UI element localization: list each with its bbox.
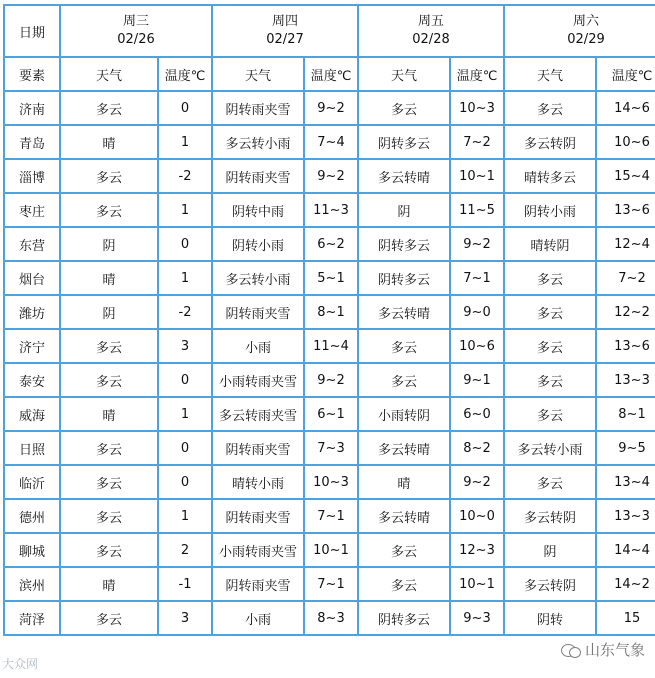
city-cell: 东营: [4, 227, 60, 261]
weather-cell: 多云转晴: [358, 295, 450, 329]
temperature-cell: 8~2: [450, 431, 504, 465]
temperature-cell: 9~1: [450, 363, 504, 397]
weather-forecast-table: [3, 4, 655, 636]
weather-cell: 多云: [60, 329, 158, 363]
weather-cell: 阴转雨夹雪: [212, 499, 304, 533]
weather-cell: 多云: [60, 431, 158, 465]
temperature-cell: 7~1: [304, 567, 358, 601]
weekday-label: 周三: [122, 14, 149, 29]
temperature-cell: 10~6: [596, 125, 655, 159]
weather-cell: 阴转多云: [358, 261, 450, 295]
city-cell: 潍坊: [4, 295, 60, 329]
temperature-cell: 10~1: [450, 567, 504, 601]
date-label: 02/29: [567, 32, 605, 47]
weather-cell: 多云: [358, 363, 450, 397]
weather-cell: 阴转雨夹雪: [212, 91, 304, 125]
temperature-cell: 13~3: [596, 499, 655, 533]
temperature-cell: 1: [158, 397, 212, 431]
weather-cell: 晴: [60, 261, 158, 295]
weather-cell: 阴转雨夹雪: [212, 295, 304, 329]
temperature-cell: 7~3: [304, 431, 358, 465]
temperature-cell: 3: [158, 329, 212, 363]
weather-cell: 多云转晴: [358, 499, 450, 533]
temperature-cell: 9~2: [304, 91, 358, 125]
table-row: [4, 397, 655, 431]
table-row: [4, 431, 655, 465]
city-cell: 济南: [4, 91, 60, 125]
table-row: [4, 193, 655, 227]
city-cell: 菏泽: [4, 601, 60, 635]
temperature-cell: 13~6: [596, 193, 655, 227]
city-cell: 威海: [4, 397, 60, 431]
temperature-cell: 8~3: [304, 601, 358, 635]
table-row: [4, 363, 655, 397]
temperature-cell: 11~4: [304, 329, 358, 363]
weather-cell: 阴转雨夹雪: [212, 567, 304, 601]
temperature-column-header: 温度℃: [596, 57, 655, 91]
weather-cell: 小雨转阴: [358, 397, 450, 431]
weather-cell: 多云: [504, 295, 596, 329]
table-row: [4, 601, 655, 635]
weather-cell: 多云: [60, 193, 158, 227]
weather-cell: 阴转多云: [358, 227, 450, 261]
weather-cell: 多云转阴: [504, 499, 596, 533]
element-corner-label: 要素: [4, 57, 60, 91]
temperature-cell: -2: [158, 295, 212, 329]
weather-cell: 阴转雨夹雪: [212, 159, 304, 193]
weather-cell: 晴: [60, 125, 158, 159]
weather-cell: 小雨: [212, 601, 304, 635]
table-row: [4, 533, 655, 567]
weather-cell: 小雨: [212, 329, 304, 363]
weather-cell: 阴: [504, 533, 596, 567]
day-header-1: [60, 5, 212, 57]
temperature-cell: 14~2: [596, 567, 655, 601]
weekday-label: 周四: [271, 14, 298, 29]
weather-column-header: 天气: [358, 57, 450, 91]
temperature-cell: 13~4: [596, 465, 655, 499]
weather-cell: 多云转雨夹雪: [212, 397, 304, 431]
temperature-column-header: 温度℃: [158, 57, 212, 91]
temperature-cell: 6~0: [450, 397, 504, 431]
temperature-cell: 0: [158, 431, 212, 465]
temperature-cell: 7~4: [304, 125, 358, 159]
weather-cell: 多云: [60, 91, 158, 125]
temperature-cell: 9~0: [450, 295, 504, 329]
weather-cell: 多云转小雨: [212, 261, 304, 295]
temperature-cell: 0: [158, 91, 212, 125]
date-header-row: [4, 5, 655, 57]
weather-cell: 多云: [504, 465, 596, 499]
temperature-cell: 13~6: [596, 329, 655, 363]
weather-cell: 多云转小雨: [504, 431, 596, 465]
weather-cell: 晴转小雨: [212, 465, 304, 499]
city-cell: 济宁: [4, 329, 60, 363]
table-row: [4, 159, 655, 193]
weather-column-header: 天气: [60, 57, 158, 91]
weather-cell: 多云转小雨: [212, 125, 304, 159]
temperature-cell: 11~5: [450, 193, 504, 227]
temperature-cell: 9~2: [304, 363, 358, 397]
city-cell: 日照: [4, 431, 60, 465]
temperature-cell: 3: [158, 601, 212, 635]
temperature-cell: 2: [158, 533, 212, 567]
temperature-cell: 7~1: [304, 499, 358, 533]
temperature-cell: -2: [158, 159, 212, 193]
day-header-2: [212, 5, 358, 57]
day-header-4: [504, 5, 655, 57]
weather-cell: 多云转晴: [358, 159, 450, 193]
weather-cell: 多云转晴: [358, 431, 450, 465]
temperature-column-header: 温度℃: [450, 57, 504, 91]
table-row: [4, 125, 655, 159]
temperature-cell: 10~3: [450, 91, 504, 125]
weather-cell: 阴转: [504, 601, 596, 635]
weather-cell: 阴: [358, 193, 450, 227]
temperature-cell: 12~3: [450, 533, 504, 567]
watermark-text: 山东气象: [584, 641, 645, 659]
weather-cell: 晴: [60, 567, 158, 601]
weather-cell: 多云: [504, 363, 596, 397]
table-row: [4, 499, 655, 533]
temperature-cell: 8~1: [596, 397, 655, 431]
temperature-cell: 7~1: [450, 261, 504, 295]
weather-cell: 阴转小雨: [212, 227, 304, 261]
city-cell: 泰安: [4, 363, 60, 397]
city-cell: 临沂: [4, 465, 60, 499]
temperature-cell: 5~1: [304, 261, 358, 295]
temperature-cell: 1: [158, 193, 212, 227]
city-cell: 青岛: [4, 125, 60, 159]
city-cell: 滨州: [4, 567, 60, 601]
temperature-cell: 10~3: [304, 465, 358, 499]
temperature-cell: 15~4: [596, 159, 655, 193]
table-row: [4, 227, 655, 261]
weather-cell: 多云: [358, 533, 450, 567]
weather-cell: 晴: [60, 397, 158, 431]
temperature-cell: 7~2: [596, 261, 655, 295]
weather-column-header: 天气: [212, 57, 304, 91]
date-label: 02/27: [266, 32, 304, 47]
weather-cell: 晴: [358, 465, 450, 499]
table-row: [4, 261, 655, 295]
table-row: [4, 329, 655, 363]
temperature-cell: 14~4: [596, 533, 655, 567]
day-header-3: [358, 5, 504, 57]
weather-cell: 多云: [60, 363, 158, 397]
source-watermark: 大众网: [2, 657, 39, 671]
temperature-cell: 9~5: [596, 431, 655, 465]
temperature-cell: 8~1: [304, 295, 358, 329]
date-corner-label: 日期: [4, 5, 60, 57]
weather-cell: 阴: [60, 227, 158, 261]
temperature-cell: 9~3: [450, 601, 504, 635]
weather-cell: 晴转多云: [504, 159, 596, 193]
temperature-cell: 1: [158, 261, 212, 295]
temperature-cell: 9~2: [450, 465, 504, 499]
temperature-column-header: 温度℃: [304, 57, 358, 91]
temperature-cell: 0: [158, 227, 212, 261]
wechat-watermark: [561, 639, 645, 660]
temperature-cell: 1: [158, 125, 212, 159]
city-cell: 淄博: [4, 159, 60, 193]
weather-cell: 小雨转雨夹雪: [212, 363, 304, 397]
temperature-cell: 1: [158, 499, 212, 533]
weather-cell: 小雨转雨夹雪: [212, 533, 304, 567]
date-label: 02/28: [412, 32, 450, 47]
temperature-cell: 10~6: [450, 329, 504, 363]
temperature-cell: 9~2: [450, 227, 504, 261]
weather-cell: 多云: [60, 159, 158, 193]
temperature-cell: 10~0: [450, 499, 504, 533]
table-row: [4, 465, 655, 499]
weather-cell: 晴转阴: [504, 227, 596, 261]
weather-cell: 阴转中雨: [212, 193, 304, 227]
date-label: 02/26: [117, 32, 155, 47]
weather-cell: 多云转阴: [504, 567, 596, 601]
element-header-row: [4, 57, 655, 91]
weather-cell: 多云: [358, 567, 450, 601]
weather-cell: 多云: [358, 329, 450, 363]
weather-cell: 多云: [60, 533, 158, 567]
temperature-cell: 10~1: [450, 159, 504, 193]
weather-cell: 阴转小雨: [504, 193, 596, 227]
weather-cell: 阴转雨夹雪: [212, 431, 304, 465]
temperature-cell: 11~3: [304, 193, 358, 227]
city-cell: 枣庄: [4, 193, 60, 227]
city-cell: 聊城: [4, 533, 60, 567]
weekday-label: 周五: [417, 14, 444, 29]
table-row: [4, 567, 655, 601]
table-row: [4, 91, 655, 125]
weather-column-header: 天气: [504, 57, 596, 91]
weather-cell: 阴: [60, 295, 158, 329]
city-cell: 烟台: [4, 261, 60, 295]
city-cell: 德州: [4, 499, 60, 533]
weather-cell: 多云: [358, 91, 450, 125]
temperature-cell: -1: [158, 567, 212, 601]
temperature-cell: 0: [158, 465, 212, 499]
weather-cell: 多云: [504, 91, 596, 125]
weather-cell: 多云: [60, 465, 158, 499]
weekday-label: 周六: [572, 14, 599, 29]
table-row: [4, 295, 655, 329]
temperature-cell: 6~1: [304, 397, 358, 431]
temperature-cell: 0: [158, 363, 212, 397]
temperature-cell: 10~1: [304, 533, 358, 567]
temperature-cell: 12~4: [596, 227, 655, 261]
weather-cell: 多云: [504, 397, 596, 431]
weather-cell: 多云: [504, 261, 596, 295]
weather-cell: 多云转阴: [504, 125, 596, 159]
temperature-cell: 9~2: [304, 159, 358, 193]
temperature-cell: 7~2: [450, 125, 504, 159]
wechat-icon: [561, 642, 581, 658]
weather-cell: 多云: [60, 499, 158, 533]
weather-cell: 多云: [504, 329, 596, 363]
temperature-cell: 15: [596, 601, 655, 635]
weather-cell: 阴转多云: [358, 601, 450, 635]
temperature-cell: 6~2: [304, 227, 358, 261]
weather-cell: 多云: [60, 601, 158, 635]
temperature-cell: 14~6: [596, 91, 655, 125]
weather-cell: 阴转多云: [358, 125, 450, 159]
temperature-cell: 13~3: [596, 363, 655, 397]
temperature-cell: 12~2: [596, 295, 655, 329]
